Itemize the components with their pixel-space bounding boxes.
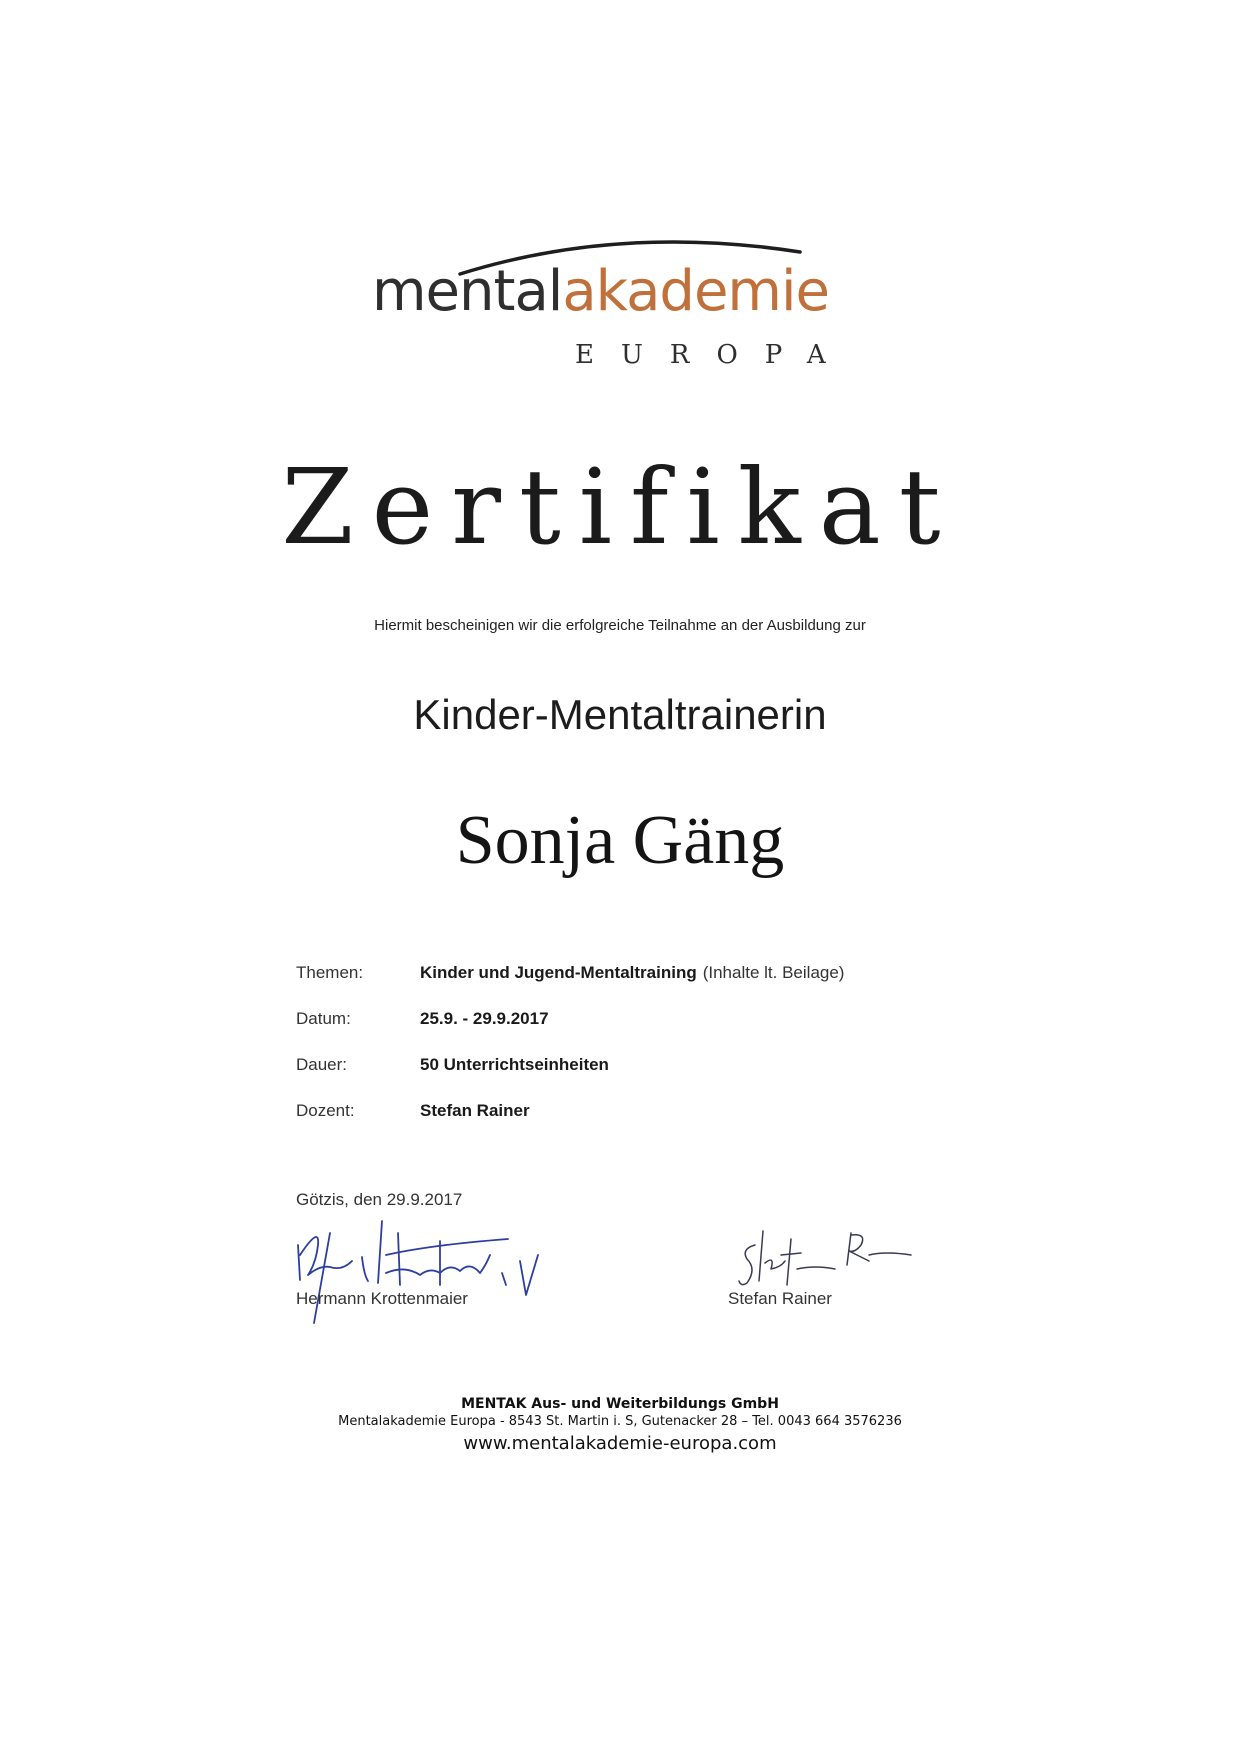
mentalakademie-logo — [360, 230, 880, 380]
detail-value: 50 Unterrichtseinheiten — [420, 1055, 609, 1074]
detail-label: Datum: — [296, 1009, 351, 1028]
certificate-intro: Hiermit bescheinigen wir die erfolgreiche Teilnahme an der Ausbildung zur — [374, 617, 866, 634]
detail-value — [420, 963, 844, 983]
detail-value: Stefan Rainer — [420, 1101, 530, 1120]
footer-website: www.mentalakademie-europa.com — [463, 1433, 777, 1454]
signature-left-icon — [290, 1215, 590, 1335]
footer-company: MENTAK Aus- und Weiterbildungs GmbH — [461, 1396, 779, 1412]
course-name: Kinder-Mentaltrainerin — [413, 691, 827, 738]
detail-label: Dauer: — [296, 1055, 348, 1074]
detail-row-themen — [296, 950, 996, 996]
themen-note: (Inhalte lt. Beilage) — [702, 963, 845, 982]
place-date: Götzis, den 29.9.2017 — [296, 1190, 463, 1209]
detail-row-datum — [296, 996, 996, 1042]
signer-right-name: Stefan Rainer — [728, 1289, 832, 1308]
detail-row-dozent — [296, 1088, 996, 1134]
logo-word-mental: mental — [372, 259, 563, 324]
footer — [0, 1395, 1240, 1457]
logo-subtitle: EUROPA — [575, 340, 853, 370]
detail-value: 25.9. - 29.9.2017 — [420, 1009, 549, 1028]
themen-value: Kinder und Jugend-Mentaltraining — [420, 963, 697, 982]
detail-label: Themen: — [296, 963, 364, 982]
details-table — [296, 950, 996, 1134]
detail-row-dauer — [296, 1042, 996, 1088]
detail-label: Dozent: — [296, 1101, 355, 1120]
signer-left-name: Hermann Krottenmaier — [296, 1289, 468, 1308]
recipient-name: Sonja Gäng — [455, 802, 785, 879]
logo-wordmark — [372, 259, 829, 324]
footer-address: Mentalakademie Europa - 8543 St. Martin i. S, Gutenacker 28 – Tel. 0043 664 3576236 — [338, 1414, 902, 1429]
logo-word-akademie: akademie — [562, 259, 829, 324]
certificate-title: Zertifikat — [281, 446, 959, 568]
